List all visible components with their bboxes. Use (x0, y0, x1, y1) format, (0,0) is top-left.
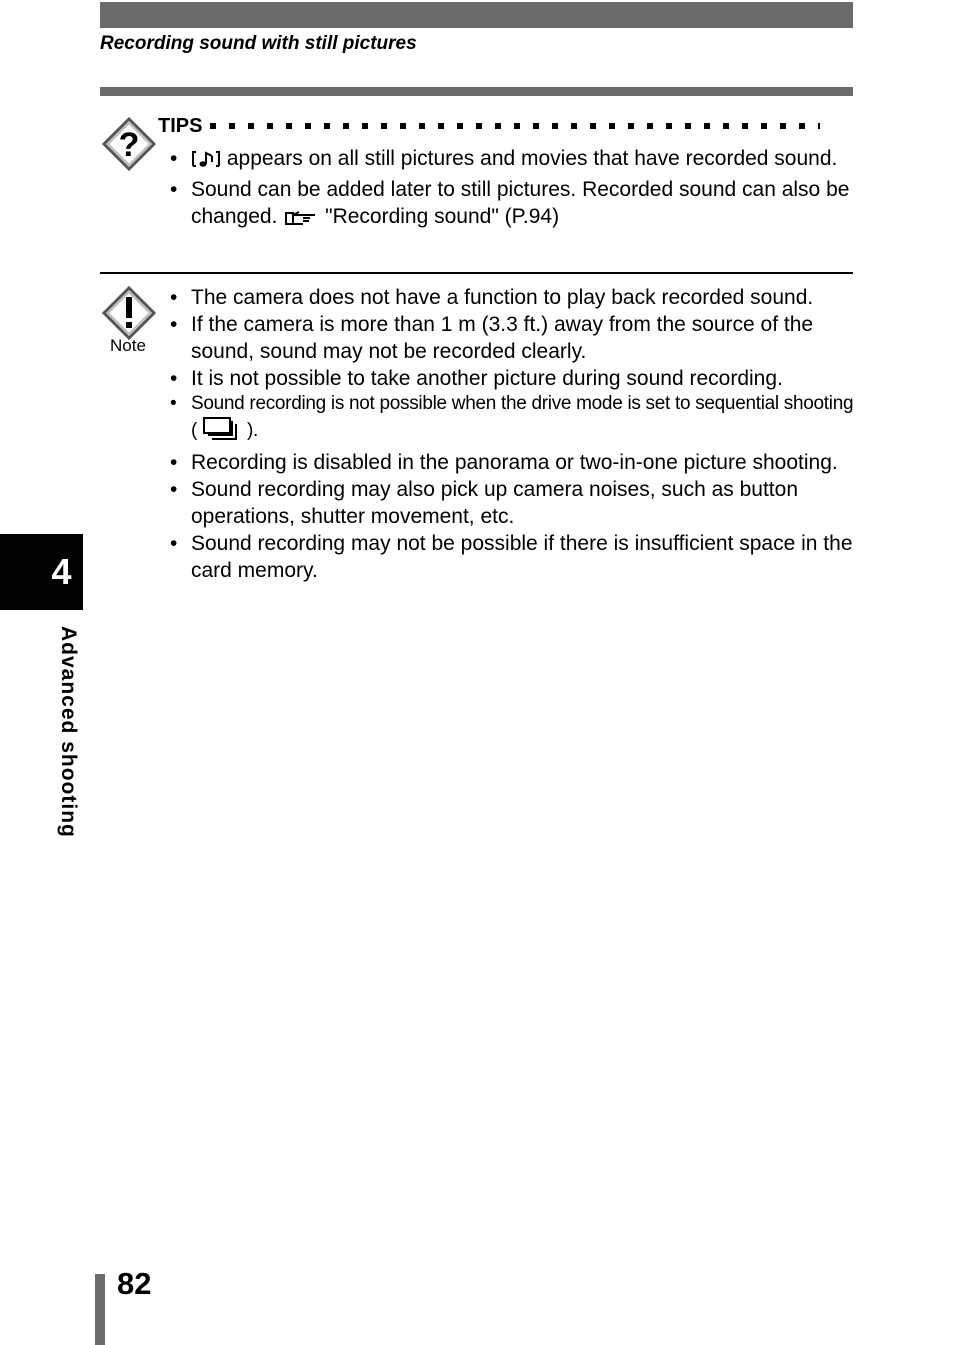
sequential-shooting-icon (202, 416, 242, 447)
note-item-text: It is not possible to take another picture during sound recording. (191, 367, 783, 390)
header-rule (100, 87, 853, 96)
page-number: 82 (117, 1266, 152, 1301)
section-divider (100, 272, 853, 274)
list-item: • Sound recording may not be possible if there is insufficient space in the card memory. (170, 532, 853, 582)
tips-label: TIPS (158, 115, 203, 137)
chapter-tab (0, 534, 83, 610)
list-item: • Sound recording is not possible when the drive mode is set to sequential shooting ( ). (170, 392, 855, 447)
note-item-text: Sound recording may not be possible if there is insufficient space in the card memory. (191, 532, 853, 582)
list-item: • It is not possible to take another picture during sound recording. (170, 367, 783, 390)
chapter-number: 4 (51, 551, 72, 592)
note-item-text: Recording is disabled in the panorama or two-in-one picture shooting. (191, 451, 838, 474)
tips-list (170, 145, 855, 234)
list-item: • Recording is disabled in the panorama or two-in-one picture shooting. (170, 451, 838, 474)
tips-question-icon (102, 117, 156, 171)
note-label: Note (110, 336, 146, 355)
page-reference-icon (283, 207, 319, 234)
chapter-name: Advanced shooting (57, 626, 80, 838)
page-number-bar (95, 1274, 105, 1345)
note-item-text: ). (247, 420, 259, 441)
note-exclamation-icon (102, 286, 156, 340)
svg-text:?: ? (118, 126, 140, 164)
sound-icon (191, 149, 221, 176)
list-item: • appears on all still pictures and movies that have recorded sound. (170, 145, 855, 176)
note-list (170, 284, 855, 584)
tips-item-text: appears on all still pictures and movies that have recorded sound. (226, 147, 838, 170)
list-item: • If the camera is more than 1 m (3.3 ft.) away from the source of the sound, sound may not be recorded clearly. (170, 313, 814, 363)
list-item: • Sound can be added later to still pictures. Recorded sound can also be changed. "Recording sound" (P.94) (170, 176, 855, 234)
list-item: • Sound recording may also pick up camera noises, such as button operations, shutter movement, etc. (170, 478, 799, 528)
note-item-text: Sound recording may also pick up camera noises, such as button operations, shutter movement, etc. (191, 478, 799, 528)
note-item-text: If the camera is more than 1 m (3.3 ft.) away from the source of the sound, sound may not be recorded clearly. (191, 313, 814, 363)
section-title: Recording sound with still pictures (100, 33, 417, 54)
note-item-text: Sound recording is not possible when the drive mode is set to sequential shooting ( (191, 393, 854, 441)
note-item-text: The camera does not have a function to play back recorded sound. (191, 286, 814, 309)
tips-item-text: Sound can be added later to still pictures. Recorded sound can also be changed. (191, 178, 850, 228)
tips-item-reference: "Recording sound" (P.94) (325, 205, 560, 228)
header-bar (100, 2, 853, 28)
list-item: • The camera does not have a function to play back recorded sound. (170, 286, 814, 309)
tips-dotted-rule (210, 123, 820, 129)
